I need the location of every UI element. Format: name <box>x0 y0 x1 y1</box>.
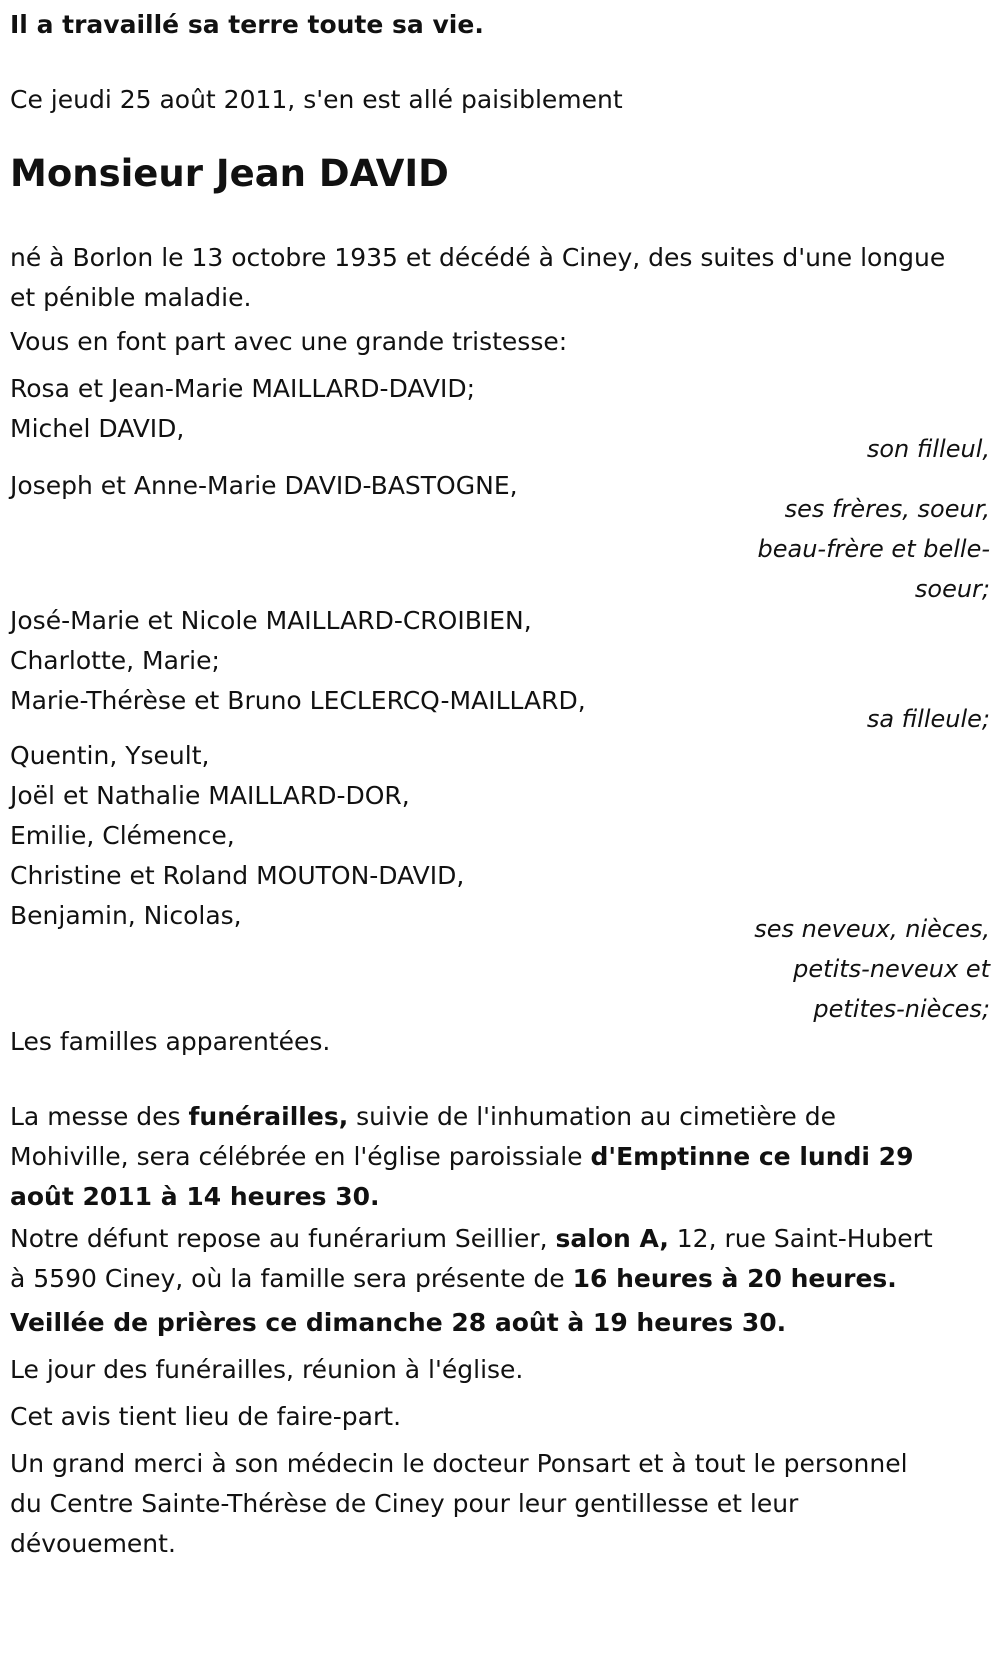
role-line: beau-frère et belle- <box>757 535 990 563</box>
role-line: petits-neveux et <box>793 955 990 983</box>
family-line: Michel DAVID, <box>10 414 185 443</box>
family-line: Quentin, Yseult, <box>10 741 210 770</box>
thanks-line: Un grand merci à son médecin le docteur Ponsart et à tout le personnel <box>10 1449 908 1478</box>
birth-death-line-2: et pénible maladie. <box>10 283 252 312</box>
role-line: ses frères, soeur, <box>784 495 990 523</box>
relatives-text: Les familles apparentées. <box>10 1027 331 1056</box>
funeral-home-emphasis: 16 heures à 20 heures. <box>572 1264 897 1293</box>
funeral-text: suivie de l'inhumation au cimetière de <box>348 1102 837 1131</box>
family-line: Joël et Nathalie MAILLARD-DOR, <box>10 781 410 810</box>
funeral-home-text: à 5590 Ciney, où la famille sera présente de <box>10 1264 573 1293</box>
vigil-text: Veillée de prières ce dimanche 28 août à 19 heures 30. <box>10 1308 787 1337</box>
family-group-1 <box>10 369 995 449</box>
family-line: Benjamin, Nicolas, <box>10 901 242 930</box>
funeral-emphasis: d'Emptinne ce lundi 29 <box>590 1142 914 1171</box>
deceased-name: Monsieur Jean DAVID <box>10 152 449 195</box>
funeral-text: Mohiville, sera célébrée en l'église paroissiale <box>10 1142 591 1171</box>
role-line: petites-nièces; <box>813 995 990 1023</box>
funeral-paragraph <box>10 1097 995 1217</box>
role-siblings <box>758 489 991 609</box>
thanks-line: du Centre Sainte-Thérèse de Ciney pour leur gentillesse et leur <box>10 1489 799 1518</box>
birth-death-line-1: né à Borlon le 13 octobre 1935 et décédé à Ciney, des suites d'une longue <box>10 243 946 272</box>
family-line: Emilie, Clémence, <box>10 821 235 850</box>
announcement-text: Vous en font part avec une grande tristesse: <box>10 327 568 356</box>
funeral-home-text: Notre défunt repose au funérarium Seillier, <box>10 1224 556 1253</box>
birth-death-text <box>10 238 995 318</box>
funeral-line-3: août 2011 à 14 heures 30. <box>10 1182 380 1211</box>
funeral-home-emphasis: salon A, <box>555 1224 669 1253</box>
funeral-home-line-1 <box>10 1219 995 1259</box>
role-goddaughter: sa filleule; <box>866 705 990 733</box>
family-group-3 <box>10 601 995 721</box>
role-nephews-nieces <box>754 909 990 1029</box>
family-line: Joseph et Anne-Marie DAVID-BASTOGNE, <box>10 471 518 500</box>
funeral-home-line-2 <box>10 1259 995 1299</box>
meeting-text: Le jour des funérailles, réunion à l'église. <box>10 1355 524 1384</box>
funeral-home-paragraph <box>10 1219 995 1299</box>
funeral-line-2 <box>10 1137 995 1177</box>
funeral-text: La messe des <box>10 1102 189 1131</box>
funeral-emphasis: funérailles, <box>188 1102 349 1131</box>
family-line: Charlotte, Marie; <box>10 646 220 675</box>
role-godson: son filleul, <box>866 435 990 463</box>
family-line: José-Marie et Nicole MAILLARD-CROIBIEN, <box>10 606 532 635</box>
thanks-paragraph <box>10 1444 995 1564</box>
family-line: Christine et Roland MOUTON-DAVID, <box>10 861 465 890</box>
funeral-line-1 <box>10 1097 995 1137</box>
funeral-home-text: 12, rue Saint-Hubert <box>668 1224 933 1253</box>
thanks-line: dévouement. <box>10 1529 176 1558</box>
intro-text: Ce jeudi 25 août 2011, s'en est allé paisiblement <box>10 85 623 114</box>
family-line: Rosa et Jean-Marie MAILLARD-DAVID; <box>10 374 476 403</box>
role-line: soeur; <box>914 575 990 603</box>
family-group-4 <box>10 736 995 936</box>
motto: Il a travaillé sa terre toute sa vie. <box>10 10 484 39</box>
family-line: Marie-Thérèse et Bruno LECLERCQ-MAILLARD, <box>10 686 586 715</box>
role-line: ses neveux, nièces, <box>754 915 990 943</box>
notice-text: Cet avis tient lieu de faire-part. <box>10 1402 402 1431</box>
